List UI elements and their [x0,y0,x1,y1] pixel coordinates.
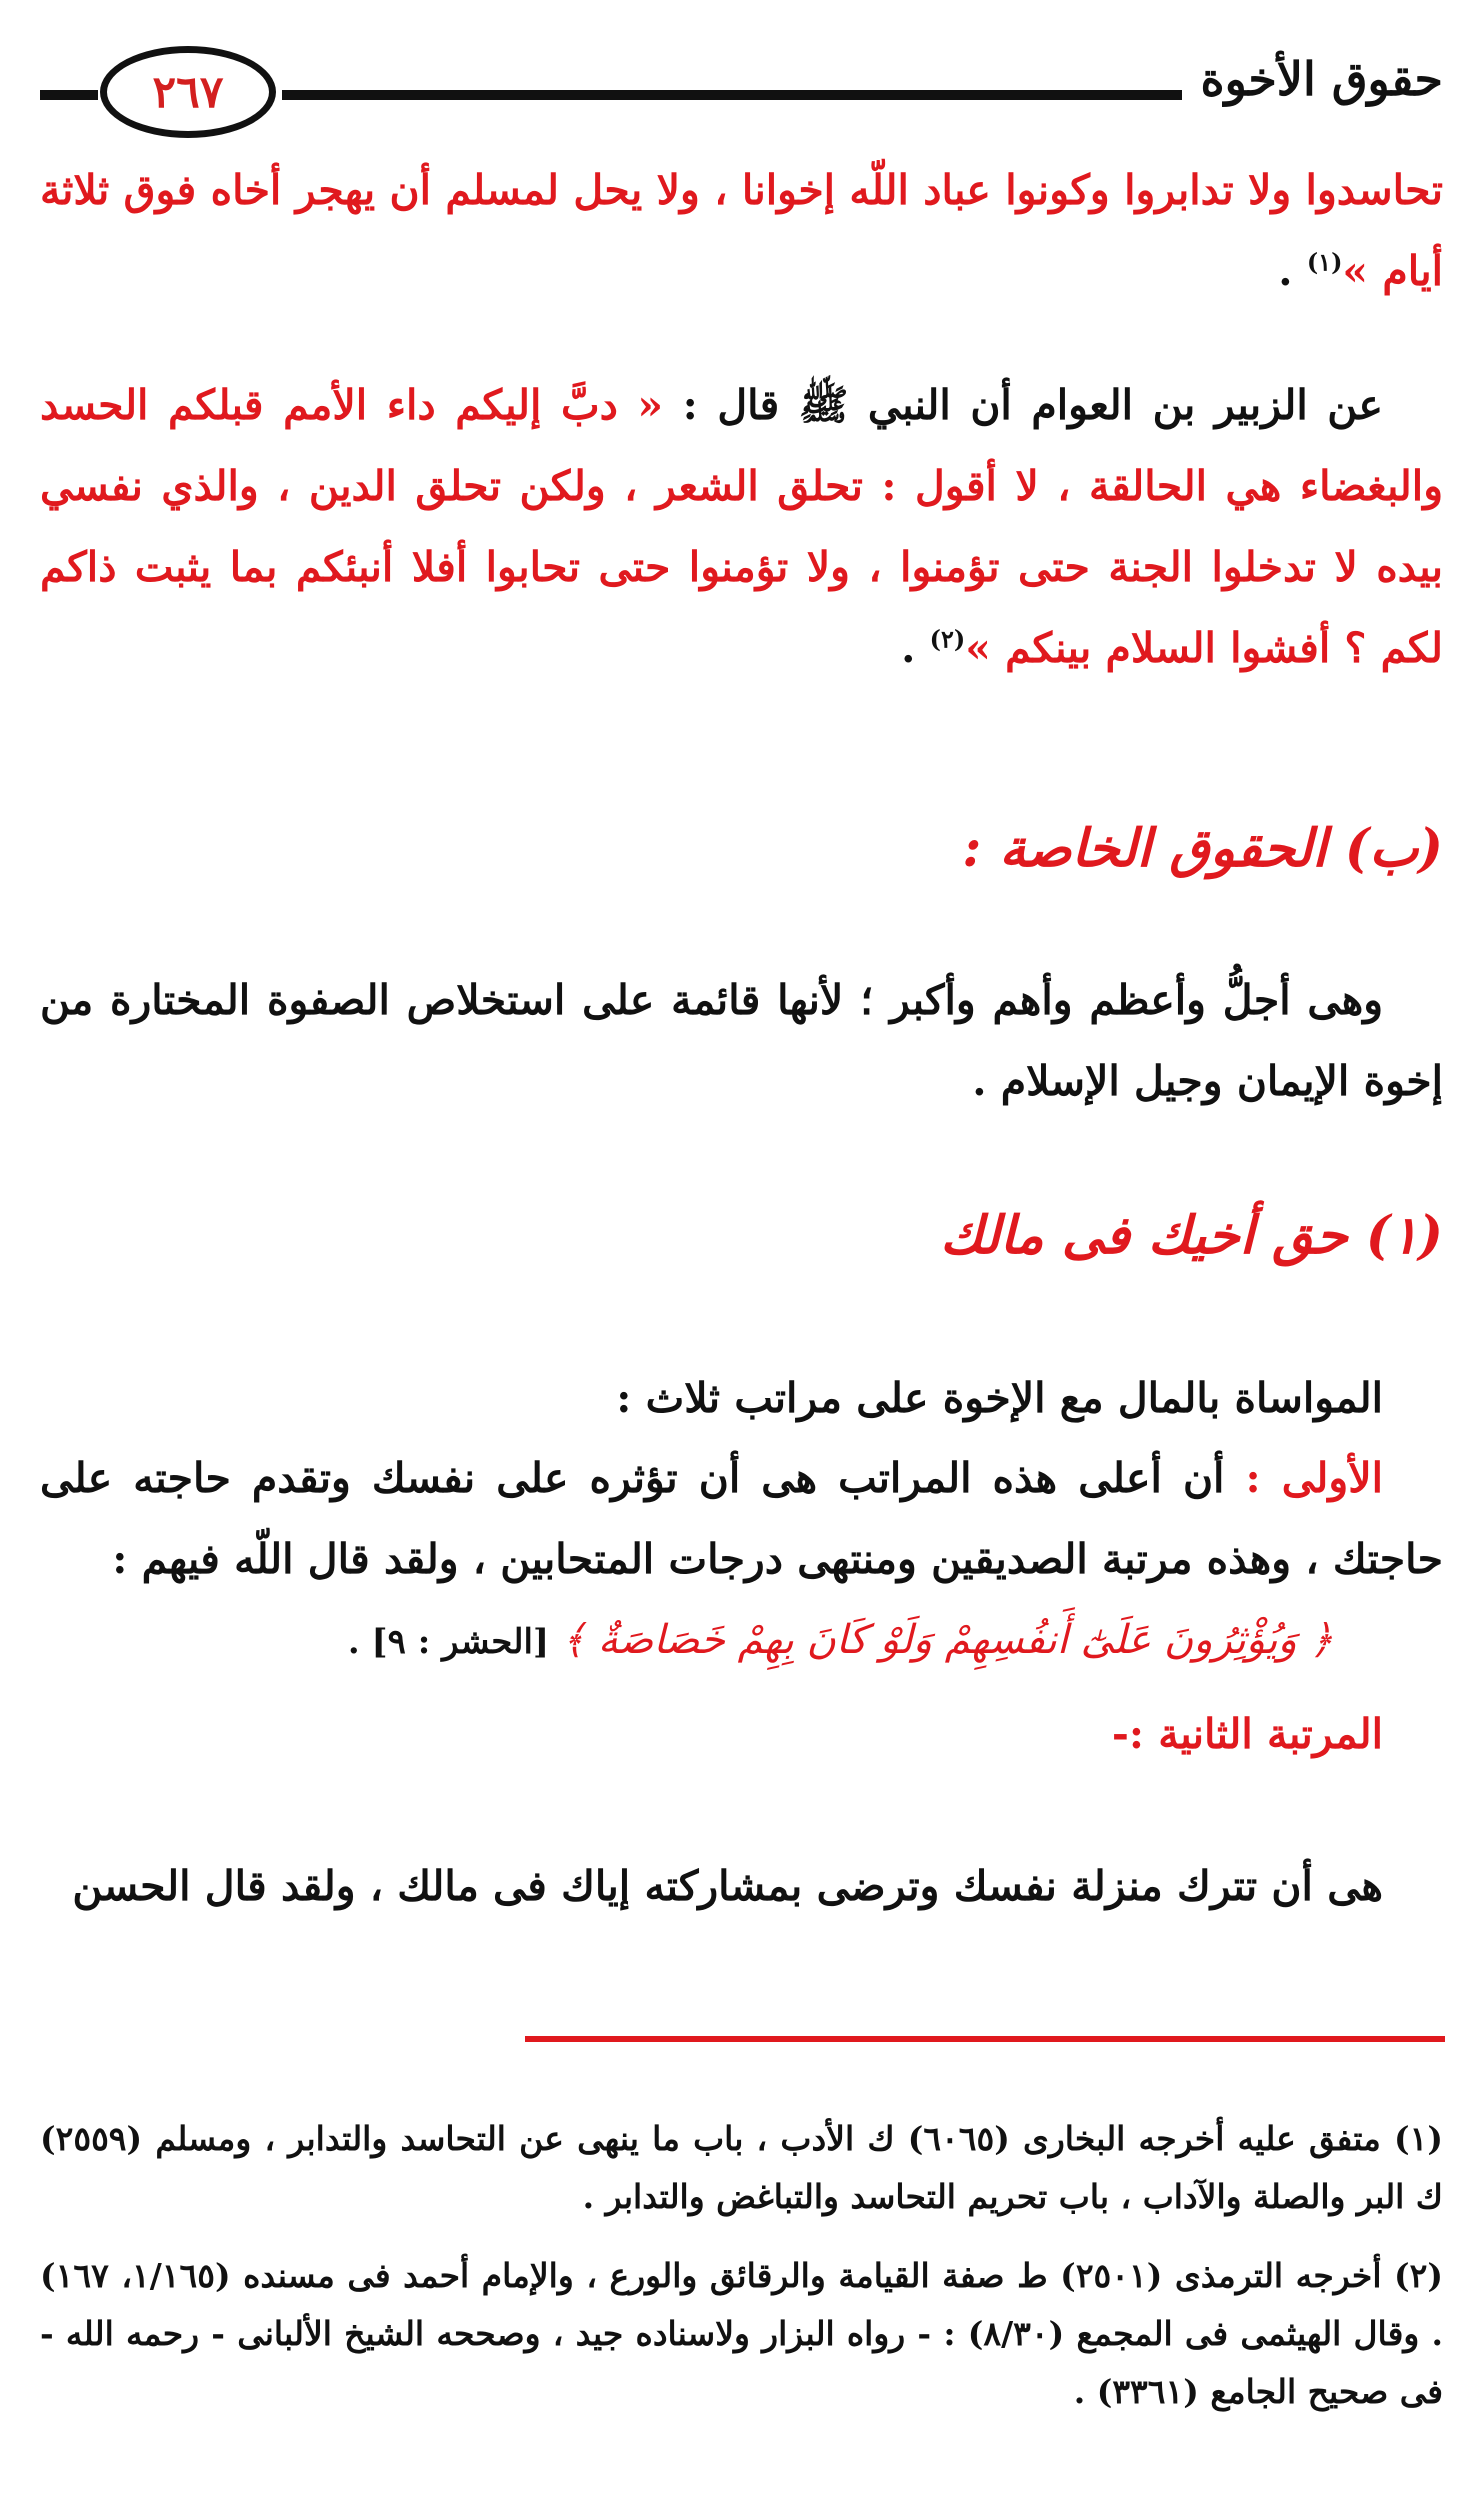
footnote-rule [525,2036,1445,2042]
hadith-2-intro: عن الزبير بن العوام أن النبي ﷺ قال : [663,381,1383,429]
header-rule-left [40,90,98,100]
section-1-heading: (١) حق أخيك فى مالك [940,1205,1443,1266]
section-b-body: وهى أجلُّ وأعظم وأهم وأكبر ؛ لأنها قائمة على استخلاص الصفوة المختارة من إخوة الإيمان وجيل الإسلام . [40,976,1443,1105]
section-b-heading: (ب) الحقوق الخاصة : [962,818,1443,879]
hadith-2 [40,365,1443,689]
footnote-mark-2: (٢) [929,624,966,654]
first-rank-label: الأولى : [1245,1454,1383,1502]
quran-verse [348,1610,1333,1672]
first-rank-text: أن أعلى هذه المراتب هى أن تؤثره على نفسك وتقدم حاجته على حاجتك ، وهذه مرتبة الصديقين ومنتهى درجات المتحابين ، ولقد قال اللّه فيهم : [40,1454,1443,1583]
verse-text: ﴿ وَيُؤْثِرُونَ عَلَىٰٓ أَنفُسِهِمْ وَلَوْ كَانَ بِهِمْ خَصَاصَةٌ ﴾ [561,1617,1333,1663]
section-1-intro: المواساة بالمال مع الإخوة على مراتب ثلاث : [616,1374,1383,1422]
hadith-1-text: تحاسدوا ولا تدابروا وكونوا عباد اللّه إخوانا ، ولا يحل لمسلم أن يهجر أخاه فوق ثلاثة أيام » [40,166,1443,295]
page-number: ٢٦٧ [100,46,276,138]
footnote-2: (٢) أخرجه الترمذى (٢٥٠١) ط صفة القيامة والرقائق والورع ، والإمام أحمد فى مسنده (١/١٦٥، ١٦٧) . وقال الهيثمى فى المجمع (٨/٣٠) : - رواه البزار ولاسناده جيد ، وصححه الشيخ الألبانى - رحمه الله - فى صحيح الجامع (٣٣٦١) . [40,2256,1444,2411]
second-rank-text: هى أن تترك منزلة نفسك وترضى بمشاركته إياك فى مالك ، ولقد قال الحسن [72,1862,1383,1910]
footnote-mark-1: (١) [1306,247,1343,277]
hadith-1 [40,150,1443,312]
running-title: حقوق الأخوة [1200,52,1443,106]
hadith-2-text: « دبَّ إليكم داء الأمم قبلكم الحسد والبغضاء هي الحالقة ، لا أقول : تحلق الشعر ، ولكن تحلق الدين ، والذي نفسي بيده لا تدخلوا الجنة حتى تؤمنوا ، ولا تؤمنوا حتى تحابوا أفلا أنبئكم بما يثبت ذاكم لكم ؟ أفشوا السلام بينكم » [40,381,1443,672]
hadith-1-end: . [1278,247,1293,295]
second-rank-label: المرتبة الثانية :- [1111,1710,1383,1758]
header-rule [282,90,1182,100]
verse-reference: [الحشر : ٩] . [347,1622,550,1662]
footnote-1: (١) متفق عليه أخرجه البخارى (٦٠٦٥) ك الأدب ، باب ما ينهى عن التحاسد والتدابر ، ومسلم (٢٥٥٩) ك البر والصلة والآداب ، باب تحريم التحاسد والتباغض والتدابر . [40,2119,1444,2216]
hadith-2-end: . [901,624,916,672]
first-rank [40,1438,1443,1600]
